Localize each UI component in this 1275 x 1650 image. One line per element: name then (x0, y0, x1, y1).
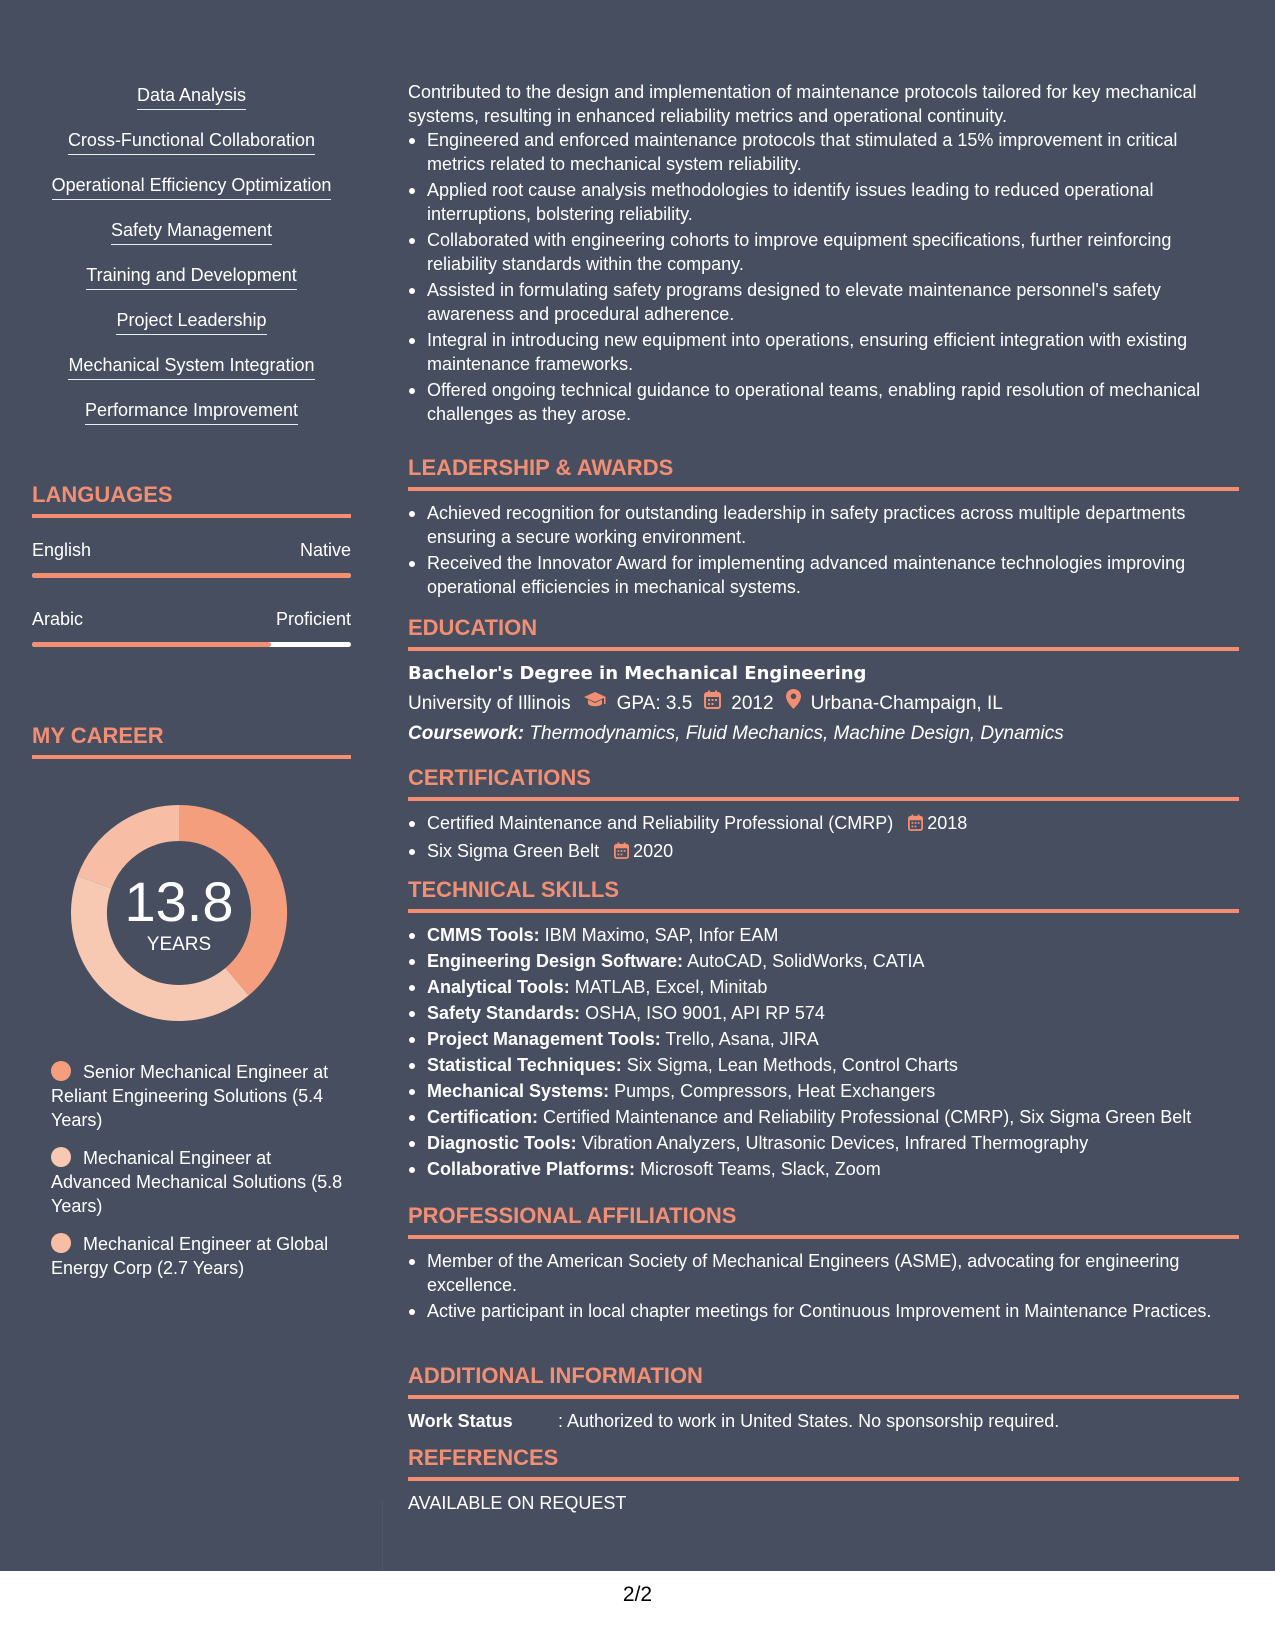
education-heading: EDUCATION (408, 615, 1239, 651)
column-divider (382, 1500, 383, 1571)
additional-info-section (408, 1363, 1239, 1433)
affiliation-bullet: Member of the American Society of Mechanical Engineers (ASME), advocating for engineering excellence. (427, 1249, 1239, 1297)
skill-item (32, 84, 351, 129)
calendar-icon (908, 815, 923, 835)
experience-bullets (408, 128, 1239, 426)
technical-skill-label: Statistical Techniques: (427, 1055, 622, 1075)
legend-dot-icon (51, 1061, 71, 1081)
experience-bullet: Assisted in formulating safety programs designed to elevate maintenance personnel's safety awareness and procedural adherence. (427, 278, 1239, 326)
technical-skills-list (408, 923, 1239, 1181)
technical-skills-section (408, 877, 1239, 1183)
career-total-unit: YEARS (146, 934, 212, 955)
technical-skill-value: Certified Maintenance and Reliability Professional (CMRP), Six Sigma Green Belt (543, 1107, 1192, 1127)
technical-skill-value: Six Sigma, Lean Methods, Control Charts (626, 1055, 958, 1075)
skill-label: Training and Development (86, 264, 296, 290)
skill-item (32, 354, 351, 399)
career-legend-item (51, 1146, 351, 1218)
language-item-arabic (32, 608, 351, 647)
technical-skill-label: Analytical Tools: (427, 977, 570, 997)
work-status-label: Work Status (408, 1411, 513, 1431)
experience-bullet: Engineered and enforced maintenance protocols that stimulated a 15% improvement in critical metrics related to mechanical system reliability. (427, 128, 1239, 176)
technical-skill-item (427, 975, 1239, 999)
skill-label: Operational Efficiency Optimization (52, 174, 332, 200)
technical-skill-label: Engineering Design Software: (427, 951, 684, 971)
education-meta (408, 689, 1239, 718)
technical-skill-value: OSHA, ISO 9001, API RP 574 (585, 1003, 825, 1023)
language-name: English (32, 540, 92, 560)
technical-skill-item (427, 1053, 1239, 1077)
language-level-bar (32, 642, 351, 647)
language-level: Proficient (275, 609, 351, 629)
certifications-section (408, 765, 1239, 867)
education-degree: Bachelor's Degree in Mechanical Engineering (408, 663, 867, 684)
technical-skill-value: IBM Maximo, SAP, Infor EAM (544, 925, 779, 945)
skill-label: Cross-Functional Collaboration (68, 129, 315, 155)
certification-item (427, 839, 1239, 865)
certification-name: Certified Maintenance and Reliability Professional (CMRP) (427, 813, 894, 833)
technical-skill-label: Collaborative Platforms: (427, 1159, 636, 1179)
career-legend-label: Mechanical Engineer at Advanced Mechanical Solutions (5.8 Years) (51, 1148, 343, 1216)
career-legend-label: Senior Mechanical Engineer at Reliant Engineering Solutions (5.4 Years) (51, 1062, 329, 1130)
career-total-value: 13.8 (124, 870, 234, 933)
technical-skill-item (427, 1105, 1239, 1129)
technical-skill-value: Pumps, Compressors, Heat Exchangers (614, 1081, 936, 1101)
leadership-bullets (408, 501, 1239, 599)
language-level-fill (32, 573, 351, 578)
technical-skill-label: Diagnostic Tools: (427, 1133, 577, 1153)
skill-item (32, 399, 351, 444)
technical-skill-item (427, 949, 1239, 973)
technical-skill-item (427, 1157, 1239, 1181)
skill-item (32, 174, 351, 219)
career-legend-item (51, 1232, 351, 1280)
technical-skill-item (427, 1131, 1239, 1155)
legend-dot-icon (51, 1233, 71, 1253)
leadership-bullet: Achieved recognition for outstanding leadership in safety practices across multiple departments ensuring a secure working environment. (427, 501, 1239, 549)
work-status-row (408, 1409, 1239, 1433)
language-name: Arabic (32, 609, 84, 629)
career-legend (51, 1060, 351, 1294)
experience-section (408, 80, 1239, 428)
technical-skill-value: AutoCAD, SolidWorks, CATIA (687, 951, 925, 971)
technical-skill-value: MATLAB, Excel, Minitab (574, 977, 768, 997)
skill-label: Data Analysis (137, 84, 246, 110)
technical-skill-label: Safety Standards: (427, 1003, 581, 1023)
affiliation-bullet: Active participant in local chapter meetings for Continuous Improvement in Maintenance Practices. (427, 1299, 1239, 1323)
education-gpa: GPA: 3.5 (616, 692, 693, 714)
skill-label: Project Leadership (116, 309, 266, 335)
education-section (408, 615, 1239, 748)
sidebar (32, 0, 351, 1571)
page-number: 2/2 (622, 1583, 653, 1606)
technical-skill-label: Mechanical Systems: (427, 1081, 610, 1101)
graduation-cap-icon (583, 690, 607, 718)
education-school: University of Illinois (408, 692, 571, 714)
experience-intro: Contributed to the design and implementation of maintenance protocols tailored for key mechanical systems, resulting in enhanced reliability metrics and operational continuity. (408, 82, 1197, 126)
languages-heading: LANGUAGES (32, 482, 351, 518)
technical-skill-value: Microsoft Teams, Slack, Zoom (640, 1159, 881, 1179)
education-location: Urbana-Champaign, IL (810, 692, 1003, 714)
certifications-heading: CERTIFICATIONS (408, 765, 1239, 801)
technical-skill-item (427, 923, 1239, 947)
career-legend-item (51, 1060, 351, 1132)
technical-skill-value: Vibration Analyzers, Ultrasonic Devices, Infrared Thermography (581, 1133, 1089, 1153)
skill-item (32, 219, 351, 264)
technical-skill-label: Project Management Tools: (427, 1029, 661, 1049)
technical-skill-item (427, 1027, 1239, 1051)
technical-skill-item (427, 1001, 1239, 1025)
experience-bullet: Offered ongoing technical guidance to operational teams, enabling rapid resolution of mechanical challenges as they arose. (427, 378, 1239, 426)
location-pin-icon (786, 689, 801, 718)
coursework-value: Thermodynamics, Fluid Mechanics, Machine Design, Dynamics (529, 723, 1064, 744)
coursework-label: Coursework: (408, 723, 525, 744)
certification-year: 2020 (633, 841, 674, 861)
experience-bullet: Collaborated with engineering cohorts to improve equipment specifications, further reinforcing reliability standards within the company. (427, 228, 1239, 276)
certifications-list (408, 811, 1239, 865)
career-donut-chart (66, 800, 292, 1026)
skill-label: Performance Improvement (85, 399, 298, 425)
legend-dot-icon (51, 1147, 71, 1167)
career-heading: MY CAREER (32, 723, 351, 759)
language-level-bar (32, 573, 351, 578)
calendar-icon (704, 690, 721, 718)
references-text: AVAILABLE ON REQUEST (408, 1493, 627, 1513)
leadership-heading: LEADERSHIP & AWARDS (408, 455, 1239, 491)
additional-info-heading: ADDITIONAL INFORMATION (408, 1363, 1239, 1399)
education-year: 2012 (731, 692, 774, 714)
experience-bullet: Applied root cause analysis methodologies to identify issues leading to reduced operational interruptions, bolstering reliability. (427, 178, 1239, 226)
certification-year: 2018 (927, 813, 968, 833)
language-item-english (32, 539, 351, 578)
references-section (408, 1445, 1239, 1515)
technical-skill-value: Trello, Asana, JIRA (665, 1029, 819, 1049)
skills-list (32, 84, 351, 444)
certification-name: Six Sigma Green Belt (427, 841, 600, 861)
skill-item (32, 264, 351, 309)
career-legend-label: Mechanical Engineer at Global Energy Corp (2.7 Years) (51, 1234, 329, 1278)
references-heading: REFERENCES (408, 1445, 1239, 1481)
leadership-bullet: Received the Innovator Award for implementing advanced maintenance technologies improving operational efficiencies in mechanical systems. (427, 551, 1239, 599)
technical-skill-label: Certification: (427, 1107, 539, 1127)
education-coursework (408, 720, 1239, 748)
affiliations-heading: PROFESSIONAL AFFILIATIONS (408, 1203, 1239, 1239)
affiliations-list (408, 1249, 1239, 1323)
affiliations-section (408, 1203, 1239, 1325)
work-status-value: : Authorized to work in United States. No sponsorship required. (558, 1411, 1060, 1431)
leadership-section (408, 455, 1239, 601)
technical-skills-heading: TECHNICAL SKILLS (408, 877, 1239, 913)
skill-label: Safety Management (111, 219, 272, 245)
skill-label: Mechanical System Integration (68, 354, 314, 380)
language-level-fill (32, 642, 271, 647)
certification-item (427, 811, 1239, 837)
experience-bullet: Integral in introducing new equipment into operations, ensuring efficient integration with existing maintenance frameworks. (427, 328, 1239, 376)
technical-skill-item (427, 1079, 1239, 1103)
calendar-icon (614, 843, 629, 863)
skill-item (32, 309, 351, 354)
language-level: Native (299, 540, 351, 560)
skill-item (32, 129, 351, 174)
technical-skill-label: CMMS Tools: (427, 925, 540, 945)
